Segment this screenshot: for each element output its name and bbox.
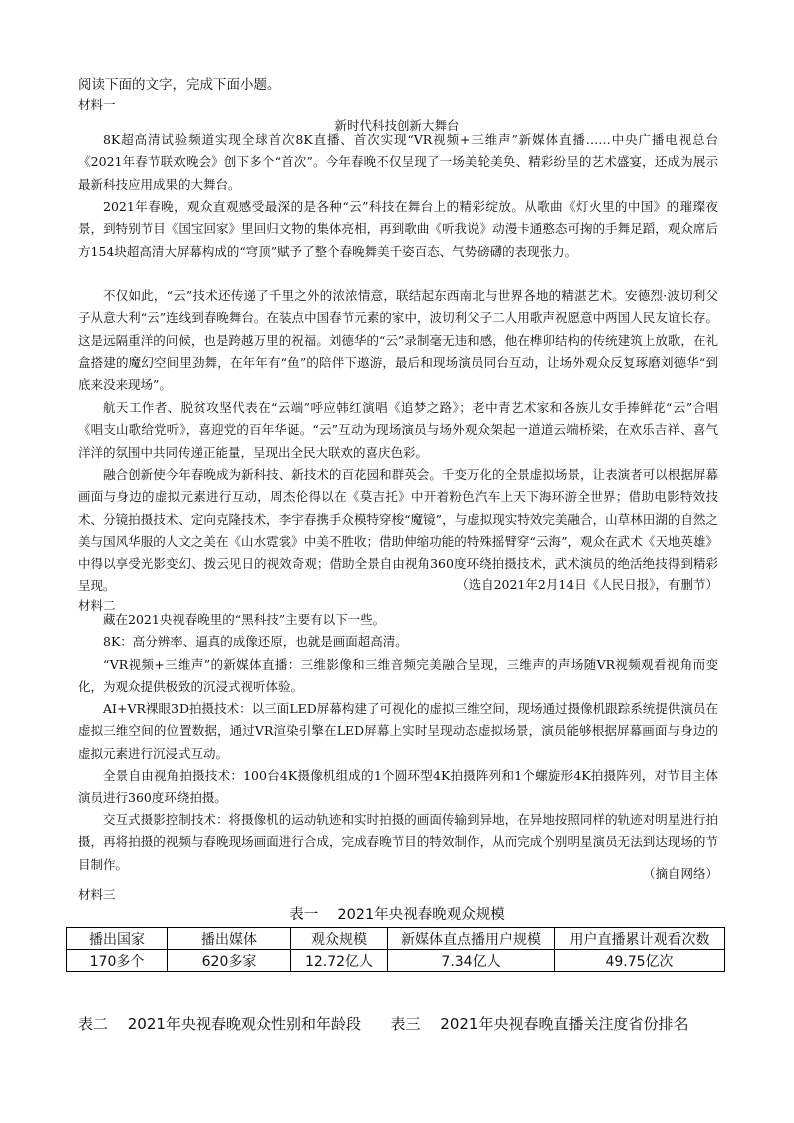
header-cell: 用户直播累计观看次数 [555, 928, 725, 950]
data-cell: 12.72亿人 [291, 950, 388, 972]
material-2-label: 材料二 [78, 598, 116, 613]
header-cell: 观众规模 [291, 928, 388, 950]
material-3-label: 材料三 [78, 887, 116, 902]
data-cell: 49.75亿次 [555, 950, 725, 972]
header-cell: 新媒体直点播用户规模 [388, 928, 555, 950]
m1-paragraph-5: 融合创新使今年春晚成为新科技、新技术的百花园和群英会。千变万化的全景虚拟场景，让表演者可以根据屏幕画面与身边的虚拟元素进行互动，周杰伦得以在《莫吉托》中开着粉色汽车上天下海环游全世界；借助电影特效技术、分镜拍摄技术、定向克隆技术，李宇春携手众模特穿梭“魔镜”，与虚拟现实特效完美融合，山草林田湖的自然之美与国风华服的人文之美在《山水霓裳》中美不胜收；借助伸缩功能的特殊摇臂穿“云海”，观众在武术《天地英雄》中得以享受光影变幻、拨云见日的视效奇观；借助全景自由视角360度环绕拍摄技术，武术演员的绝活绝技得到精彩呈现。 [78, 467, 718, 594]
m2-source: （摘自网络） [642, 866, 718, 881]
m1-source: （选自2021年2月14日《人民日报》，有删节） [456, 577, 718, 592]
article-title: 新时代科技创新大舞台 [334, 118, 460, 133]
data-cell: 620多家 [168, 950, 291, 972]
table-row [67, 950, 725, 972]
table-1-title: 表一 2021年央视春晚观众规模 [289, 907, 505, 923]
data-cell: 170多个 [67, 950, 168, 972]
table-titles-row [78, 1013, 728, 1034]
header-cell: 播出国家 [67, 928, 168, 950]
m2-paragraph-1: 藏在2021央视春晚里的“黑科技”主要有以下一些。 [103, 612, 386, 627]
m2-paragraph-4: AI+VR裸眼3D拍摄技术：以三面LED屏幕构建了可视化的虚拟三维空间，现场通过摄像机跟踪系统提供演员在虚拟三维空间的位置数据，通过VR渲染引擎在LED屏幕上实时呈现动态虚拟场景，演员能够根据屏幕画面与身边的虚拟元素进行沉浸式互动。 [78, 701, 718, 761]
table-header-row [67, 928, 725, 950]
m2-paragraph-5: 全景自由视角拍摄技术：100台4K摄像机组成的1个圆环型4K拍摄阵列和1个螺旋形4K拍摄阵列，对节目主体演员进行360度环绕拍摄。 [78, 768, 718, 806]
audience-scale-table [66, 927, 725, 972]
m2-paragraph-3: “VR视频+三维声”的新媒体直播：三维影像和三维音频完美融合呈现，三维声的声场随VR视频观看视角而变化，为观众提供极致的沉浸式视听体验。 [78, 657, 718, 695]
material-1-label: 材料一 [78, 97, 116, 112]
m1-paragraph-3: 不仅如此，“云”技术还传递了千里之外的浓浓情意，联结起东西南北与世界各地的精湛艺术。安德烈·波切利父子从意大利“云”连线到春晚舞台。在装点中国春节元素的家中，波切利父子二人用歌声祝愿意中两国人民友谊长存。这是远隔重洋的问候，也是跨越万里的祝福。刘德华的“云”录制毫无违和感，他在榫卯结构的传统建筑上放歌，在礼盒搭建的魔幻空间里劲舞，在年年有“鱼”的陪伴下遨游，最后和现场演员同台互动，让场外观众反复琢磨刘德华“到底来没来现场”。 [78, 288, 718, 393]
data-cell: 7.34亿人 [388, 950, 555, 972]
instruction-text: 阅读下面的文字，完成下面小题。 [78, 77, 281, 93]
table-2-title: 表二 2021年央视春晚观众性别和年龄段 [78, 1015, 361, 1033]
table-3-title: 表三 2021年央视春晚直播关注度省份排名 [390, 1015, 689, 1033]
m2-paragraph-6: 交互式摄影控制技术：将摄像机的运动轨迹和实时拍摄的画面传输到异地，在异地按照同样的轨迹对明星进行拍摄，再将拍摄的视频与春晚现场画面进行合成，完成春晚节目的特效制作，从而完成个别明星演员无法到达现场的节目制作。 [78, 812, 718, 872]
m2-paragraph-2: 8K：高分辨率、逼真的成像还原，也就是画面超高清。 [103, 634, 408, 649]
header-cell: 播出媒体 [168, 928, 291, 950]
m1-paragraph-1: 8K超高清试验频道实现全球首次8K直播、首次实现“VR视频+三维声”新媒体直播……中央广播电视总台《2021年春节联欢晚会》创下多个“首次”。今年春晚不仅呈现了一场美轮美奂、精彩纷呈的艺术盛宴，还成为展示最新科技应用成果的大舞台。 [78, 132, 718, 192]
m1-paragraph-2: 2021年春晚，观众直观感受最深的是各种“云”科技在舞台上的精彩绽放。从歌曲《灯火里的中国》的璀璨夜景，到特别节目《国宝回家》里回归文物的集体亮相，再到歌曲《听我说》动漫卡通憨态可掬的手舞足蹈，观众席后方154块超高清大屏幕构成的“穹顶”赋予了整个春晚舞美千姿百态、气势磅礴的表现张力。 [78, 199, 718, 259]
m1-paragraph-4: 航天工作者、脱贫攻坚代表在“云端”呼应韩红演唱《追梦之路》；老中青艺术家和各族儿女手捧鲜花“云”合唱《唱支山歌给党听》，喜迎党的百年华诞。“云”互动为现场演员与场外观众架起一道道云端桥梁，在欢乐吉祥、喜气洋洋的氛围中共同传递正能量，呈现出全民大联欢的喜庆色彩。 [78, 400, 718, 460]
